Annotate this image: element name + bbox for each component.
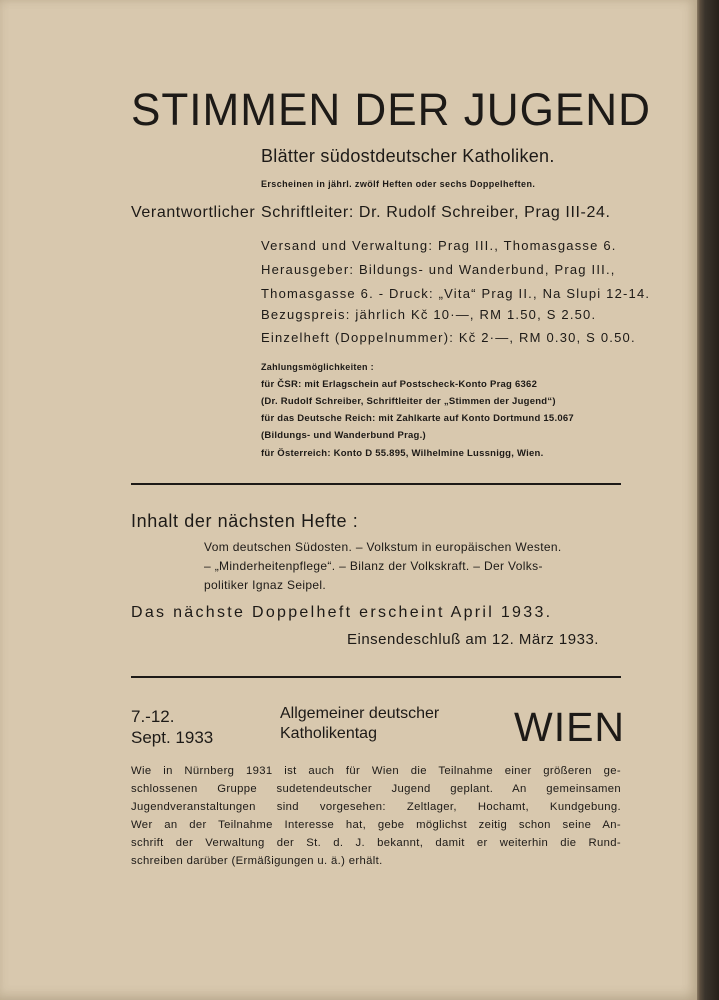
divider-rule: [131, 483, 621, 485]
next-issue-notice: Das nächste Doppelheft erscheint April 1933.: [131, 604, 553, 621]
payment-line: für ČSR: mit Erlagschein auf Postscheck-Konto Prag 6362: [261, 379, 538, 390]
info-line-subscription: Bezugspreis: jährlich Kč 10·—, RM 1.50, S 2.50.: [261, 307, 597, 322]
event-date-month: Sept. 1933: [131, 728, 214, 747]
event-description-line: Jugendveranstaltungen sind vorgesehen: Zeltlager, Hochamt, Kundgebung.: [131, 801, 621, 813]
event-description-line: Wer an der Teilnahme Interesse hat, gebe möglichst zeitig schon seine An-: [131, 819, 621, 831]
contents-line: politiker Ignaz Seipel.: [204, 578, 327, 592]
divider-rule: [131, 676, 621, 678]
payment-line: (Bildungs- und Wanderbund Prag.): [261, 430, 426, 441]
editor-value: Schriftleiter: Dr. Rudolf Schreiber, Prag III-24.: [261, 204, 611, 221]
event-city: WIEN: [514, 704, 626, 750]
event-description-line: schlossenen Gruppe sudetendeutscher Jugend geplant. An gemeinsamen: [131, 783, 621, 795]
editor-label: Verantwortlicher: [131, 204, 256, 221]
info-line-shipping: Versand und Verwaltung: Prag III., Thomasgasse 6.: [261, 238, 617, 253]
payment-line: (Dr. Rudolf Schreiber, Schriftleiter der „Stimmen der Jugend“): [261, 396, 556, 407]
event-description: [131, 762, 621, 870]
submission-deadline: Einsendeschluß am 12. März 1933.: [347, 631, 599, 648]
binding-edge: [697, 0, 719, 1000]
payment-title: Zahlungsmöglichkeiten :: [261, 362, 374, 372]
contents-line: Vom deutschen Südosten. – Volkstum in europäischen Westen.: [204, 540, 562, 554]
publication-frequency: Erscheinen in jährl. zwölf Heften oder sechs Doppelheften.: [261, 179, 536, 189]
event-description-line: schrift der Verwaltung der St. d. J. bekannt, damit er weiterhin die Rund-: [131, 837, 621, 849]
payment-line: für Österreich: Konto D 55.895, Wilhelmine Lussnigg, Wien.: [261, 448, 544, 459]
event-name: Allgemeiner deutscher: [280, 705, 440, 722]
info-line-printer: Thomasgasse 6. - Druck: „Vita“ Prag II., Na Slupi 12-14.: [261, 286, 651, 301]
masthead-title: STIMMEN DER JUGEND: [131, 84, 651, 135]
masthead-subtitle: Blätter südostdeutscher Katholiken.: [261, 146, 555, 166]
event-name-continued: Katholikentag: [280, 725, 377, 742]
info-line-single-issue: Einzelheft (Doppelnummer): Kč 2·—, RM 0.30, S 0.50.: [261, 330, 636, 345]
payment-line: für das Deutsche Reich: mit Zahlkarte auf Konto Dortmund 15.067: [261, 413, 574, 424]
event-description-line: schreiben darüber (Ermäßigungen u. ä.) erhält.: [131, 855, 383, 867]
info-line-publisher: Herausgeber: Bildungs- und Wanderbund, Prag III.,: [261, 262, 616, 277]
contents-heading: Inhalt der nächsten Hefte :: [131, 511, 359, 531]
event-date-range: 7.-12.: [131, 707, 175, 726]
contents-line: – „Minderheitenpflege“. – Bilanz der Volkskraft. – Der Volks-: [204, 559, 543, 573]
event-description-line: Wie in Nürnberg 1931 ist auch für Wien die Teilnahme einer größeren ge-: [131, 765, 621, 777]
